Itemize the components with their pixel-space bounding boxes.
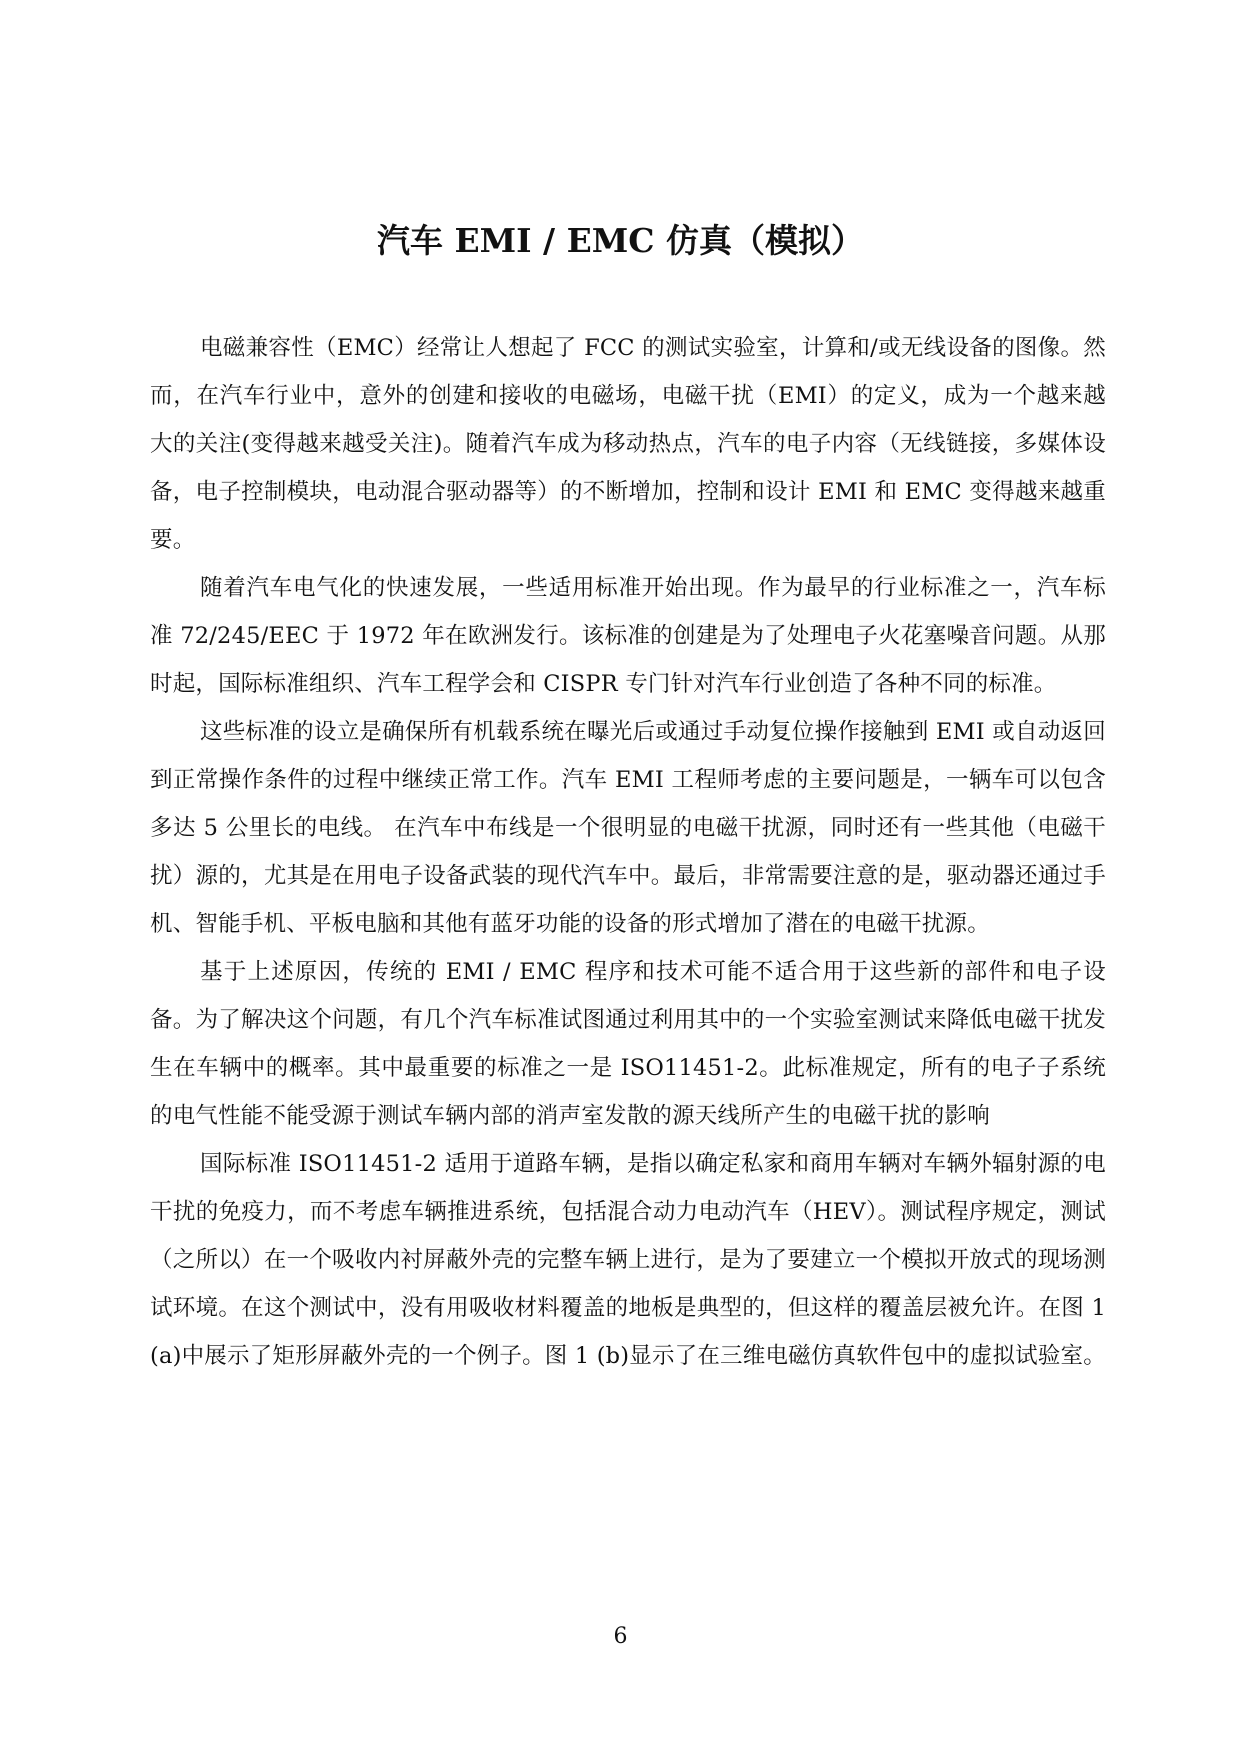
page-number: 6 (613, 1624, 628, 1649)
paragraph-1: 电磁兼容性（EMC）经常让人想起了 FCC 的测试实验室，计算和/或无线设备的图像。然而，在汽车行业中，意外的创建和接收的电磁场，电磁干扰（EMI）的定义，成为一个越来越大的关注(变得越来越受关注)。随着汽车成为移动热点，汽车的电子内容（无线链接，多媒体设备，电子控制模块，电动混合驱动器等）的不断增加，控制和设计 EMI 和 EMC 变得越来越重要。 (150, 335, 1106, 553)
paragraph-2: 随着汽车电气化的快速发展，一些适用标准开始出现。作为最早的行业标准之一，汽车标准 72/245/EEC 于 1972 年在欧洲发行。该标准的创建是为了处理电子火花塞噪音问题。从那时起，国际标准组织、汽车工程学会和 CISPR 专门针对汽车行业创造了各种不同的标准。 (150, 575, 1106, 697)
page-title: 汽车 EMI / EMC 仿真（模拟） (376, 221, 865, 260)
paragraph-4: 基于上述原因，传统的 EMI / EMC 程序和技术可能不适合用于这些新的部件和电子设备。为了解决这个问题，有几个汽车标准试图通过利用其中的一个实验室测试来降低电磁干扰发生在车辆中的概率。其中最重要的标准之一是 ISO11451-2。此标准规定，所有的电子子系统的电气性能不能受源于测试车辆内部的消声室发散的源天线所产生的电磁干扰的影响 (150, 959, 1106, 1129)
document-body (150, 324, 1106, 1380)
paragraph-3: 这些标准的设立是确保所有机载系统在曝光后或通过手动复位操作接触到 EMI 或自动返回到正常操作条件的过程中继续正常工作。汽车 EMI 工程师考虑的主要问题是，一辆车可以包含多达 5 公里长的电线。 在汽车中布线是一个很明显的电磁干扰源，同时还有一些其他（电磁干扰）源的，尤其是在用电子设备武装的现代汽车中。最后，非常需要注意的是，驱动器还通过手机、智能手机、平板电脑和其他有蓝牙功能的设备的形式增加了潜在的电磁干扰源。 (150, 719, 1106, 937)
paragraph-5: 国际标准 ISO11451-2 适用于道路车辆，是指以确定私家和商用车辆对车辆外辐射源的电干扰的免疫力，而不考虑车辆推进系统，包括混合动力电动汽车（HEV）。测试程序规定，测试（之所以）在一个吸收内衬屏蔽外壳的完整车辆上进行，是为了要建立一个模拟开放式的现场测试环境。在这个测试中，没有用吸收材料覆盖的地板是典型的，但这样的覆盖层被允许。在图 1 (a)中展示了矩形屏蔽外壳的一个例子。图 1 (b)显示了在三维电磁仿真软件包中的虚拟试验室。 (150, 1151, 1106, 1369)
